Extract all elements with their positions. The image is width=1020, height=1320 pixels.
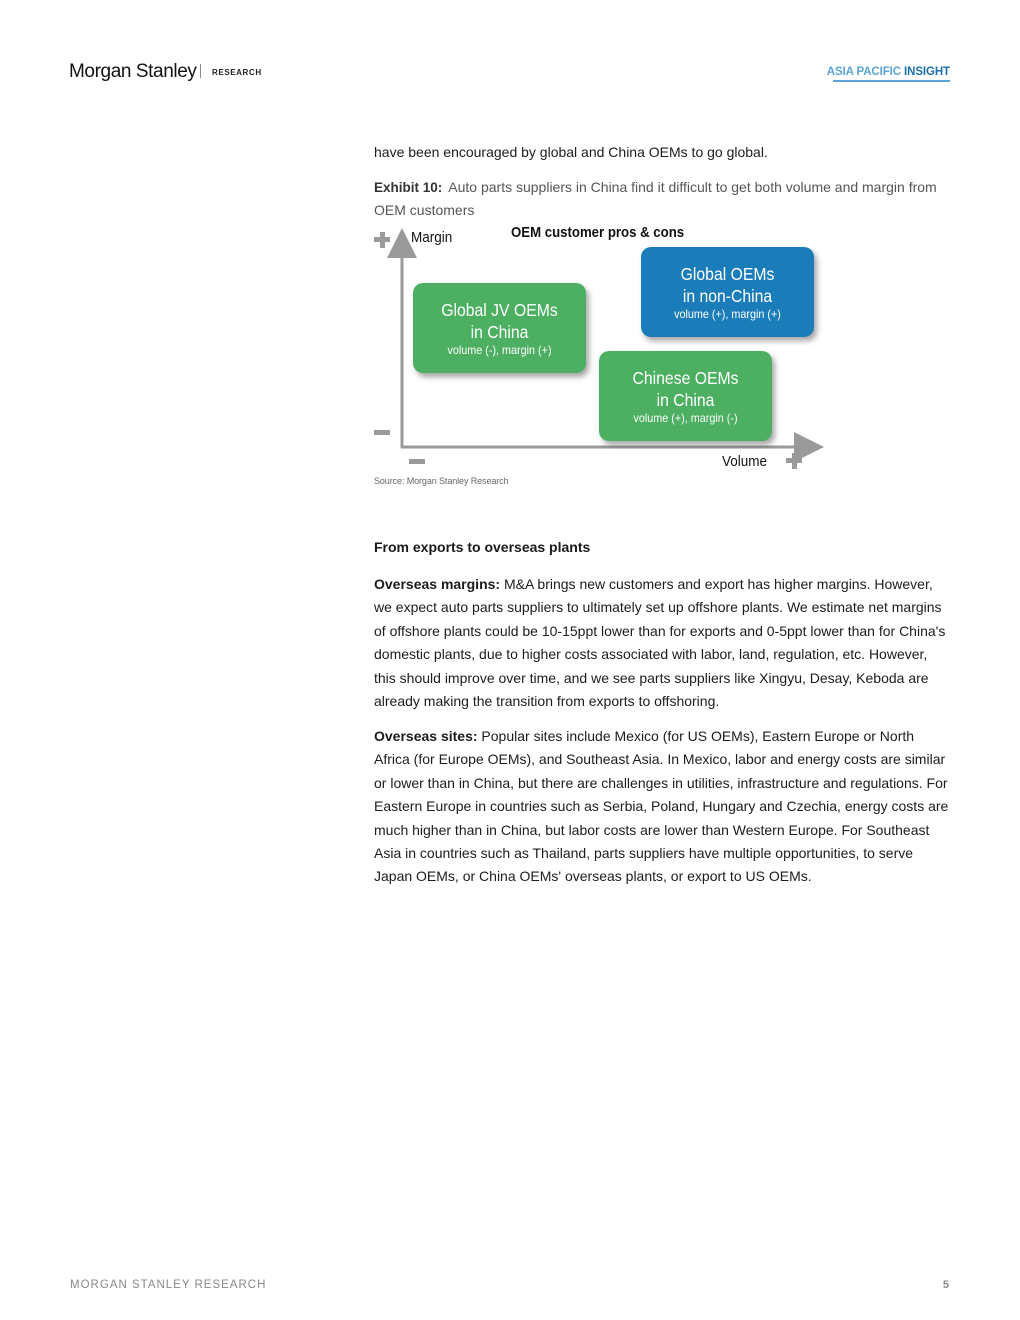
paragraph-body: M&A brings new customers and export has higher margins. However, we expect auto parts suppliers to ultimately set up offshore plants. We estimate net margins of offshore plants could be 10-15ppt lower than for exports and 0-5ppt lower than for China's domestic plants, due to higher costs associated with labor, land, regulation, etc. However, this should improve over time, and we see parts suppliers like Xingyu, Desay, Keboda are already making the transition from exports to offshoring. [374,576,946,710]
paragraph-overseas-margins [374,573,949,713]
x-axis-label: Volume [722,453,768,470]
box-subtitle: volume (+), margin (-) [633,411,738,425]
box-subtitle: volume (-), margin (+) [447,343,552,357]
box-title-line2: in non-China [682,286,773,306]
paragraph-lead: Overseas margins: [374,576,501,592]
exhibit-caption-text: Auto parts suppliers in China find it difficult to get both volume and margin from OEM customers [374,179,937,218]
x-minus-icon [409,459,425,464]
exhibit-label: Exhibit 10: [374,180,443,195]
y-minus-icon [374,430,390,435]
y-axis-label: Margin [411,229,453,246]
series-underline [833,80,950,82]
diagram-title: OEM customer pros & cons [511,224,685,241]
box-chinese-oems-china [599,351,772,441]
box-title-line1: Chinese OEMs [632,368,739,388]
box-title-line2: in China [470,322,529,342]
box-subtitle: volume (+), margin (+) [674,307,781,321]
intro-paragraph: have been encouraged by global and China OEMs to go global. [374,144,768,160]
box-global-jv-oems-china [413,283,586,373]
exhibit-caption [374,176,949,222]
brand-logo: Morgan Stanley [69,61,197,82]
series-title-region: ASIA PACIFIC [826,66,901,78]
section-heading: From exports to overseas plants [374,539,591,555]
brand-subtitle: RESEARCH [212,68,262,77]
paragraph-overseas-sites [374,725,949,889]
box-global-oems-non-china [641,247,814,337]
series-title [827,66,950,78]
brand-divider [200,64,201,78]
box-title-line1: Global OEMs [680,264,775,284]
footer-brand: MORGAN STANLEY RESEARCH [70,1279,267,1291]
box-title-line1: Global JV OEMs [441,300,558,320]
series-title-insight: INSIGHT [904,66,950,78]
page-number: 5 [942,1279,949,1291]
box-title-line2: in China [656,390,715,410]
paragraph-body: Popular sites include Mexico (for US OEMs), Eastern Europe or North Africa (for Europe OEMs), and Southeast Asia. In Mexico, labor and energy costs are similar or lower than in China, but there are challenges in utilities, infrastructure and regulations. For Eastern Europe in countries such as Serbia, Poland, Hungary and Czechia, energy costs are much higher than in China, but labor costs are lower than Western Europe. For Southeast Asia in countries such as Thailand, parts suppliers have multiple opportunities, to serve Japan OEMs, or China OEMs' overseas plants, or export to US OEMs. [374,728,949,885]
paragraph-lead: Overseas sites: [374,728,478,744]
exhibit-source: Source: Morgan Stanley Research [374,476,509,486]
